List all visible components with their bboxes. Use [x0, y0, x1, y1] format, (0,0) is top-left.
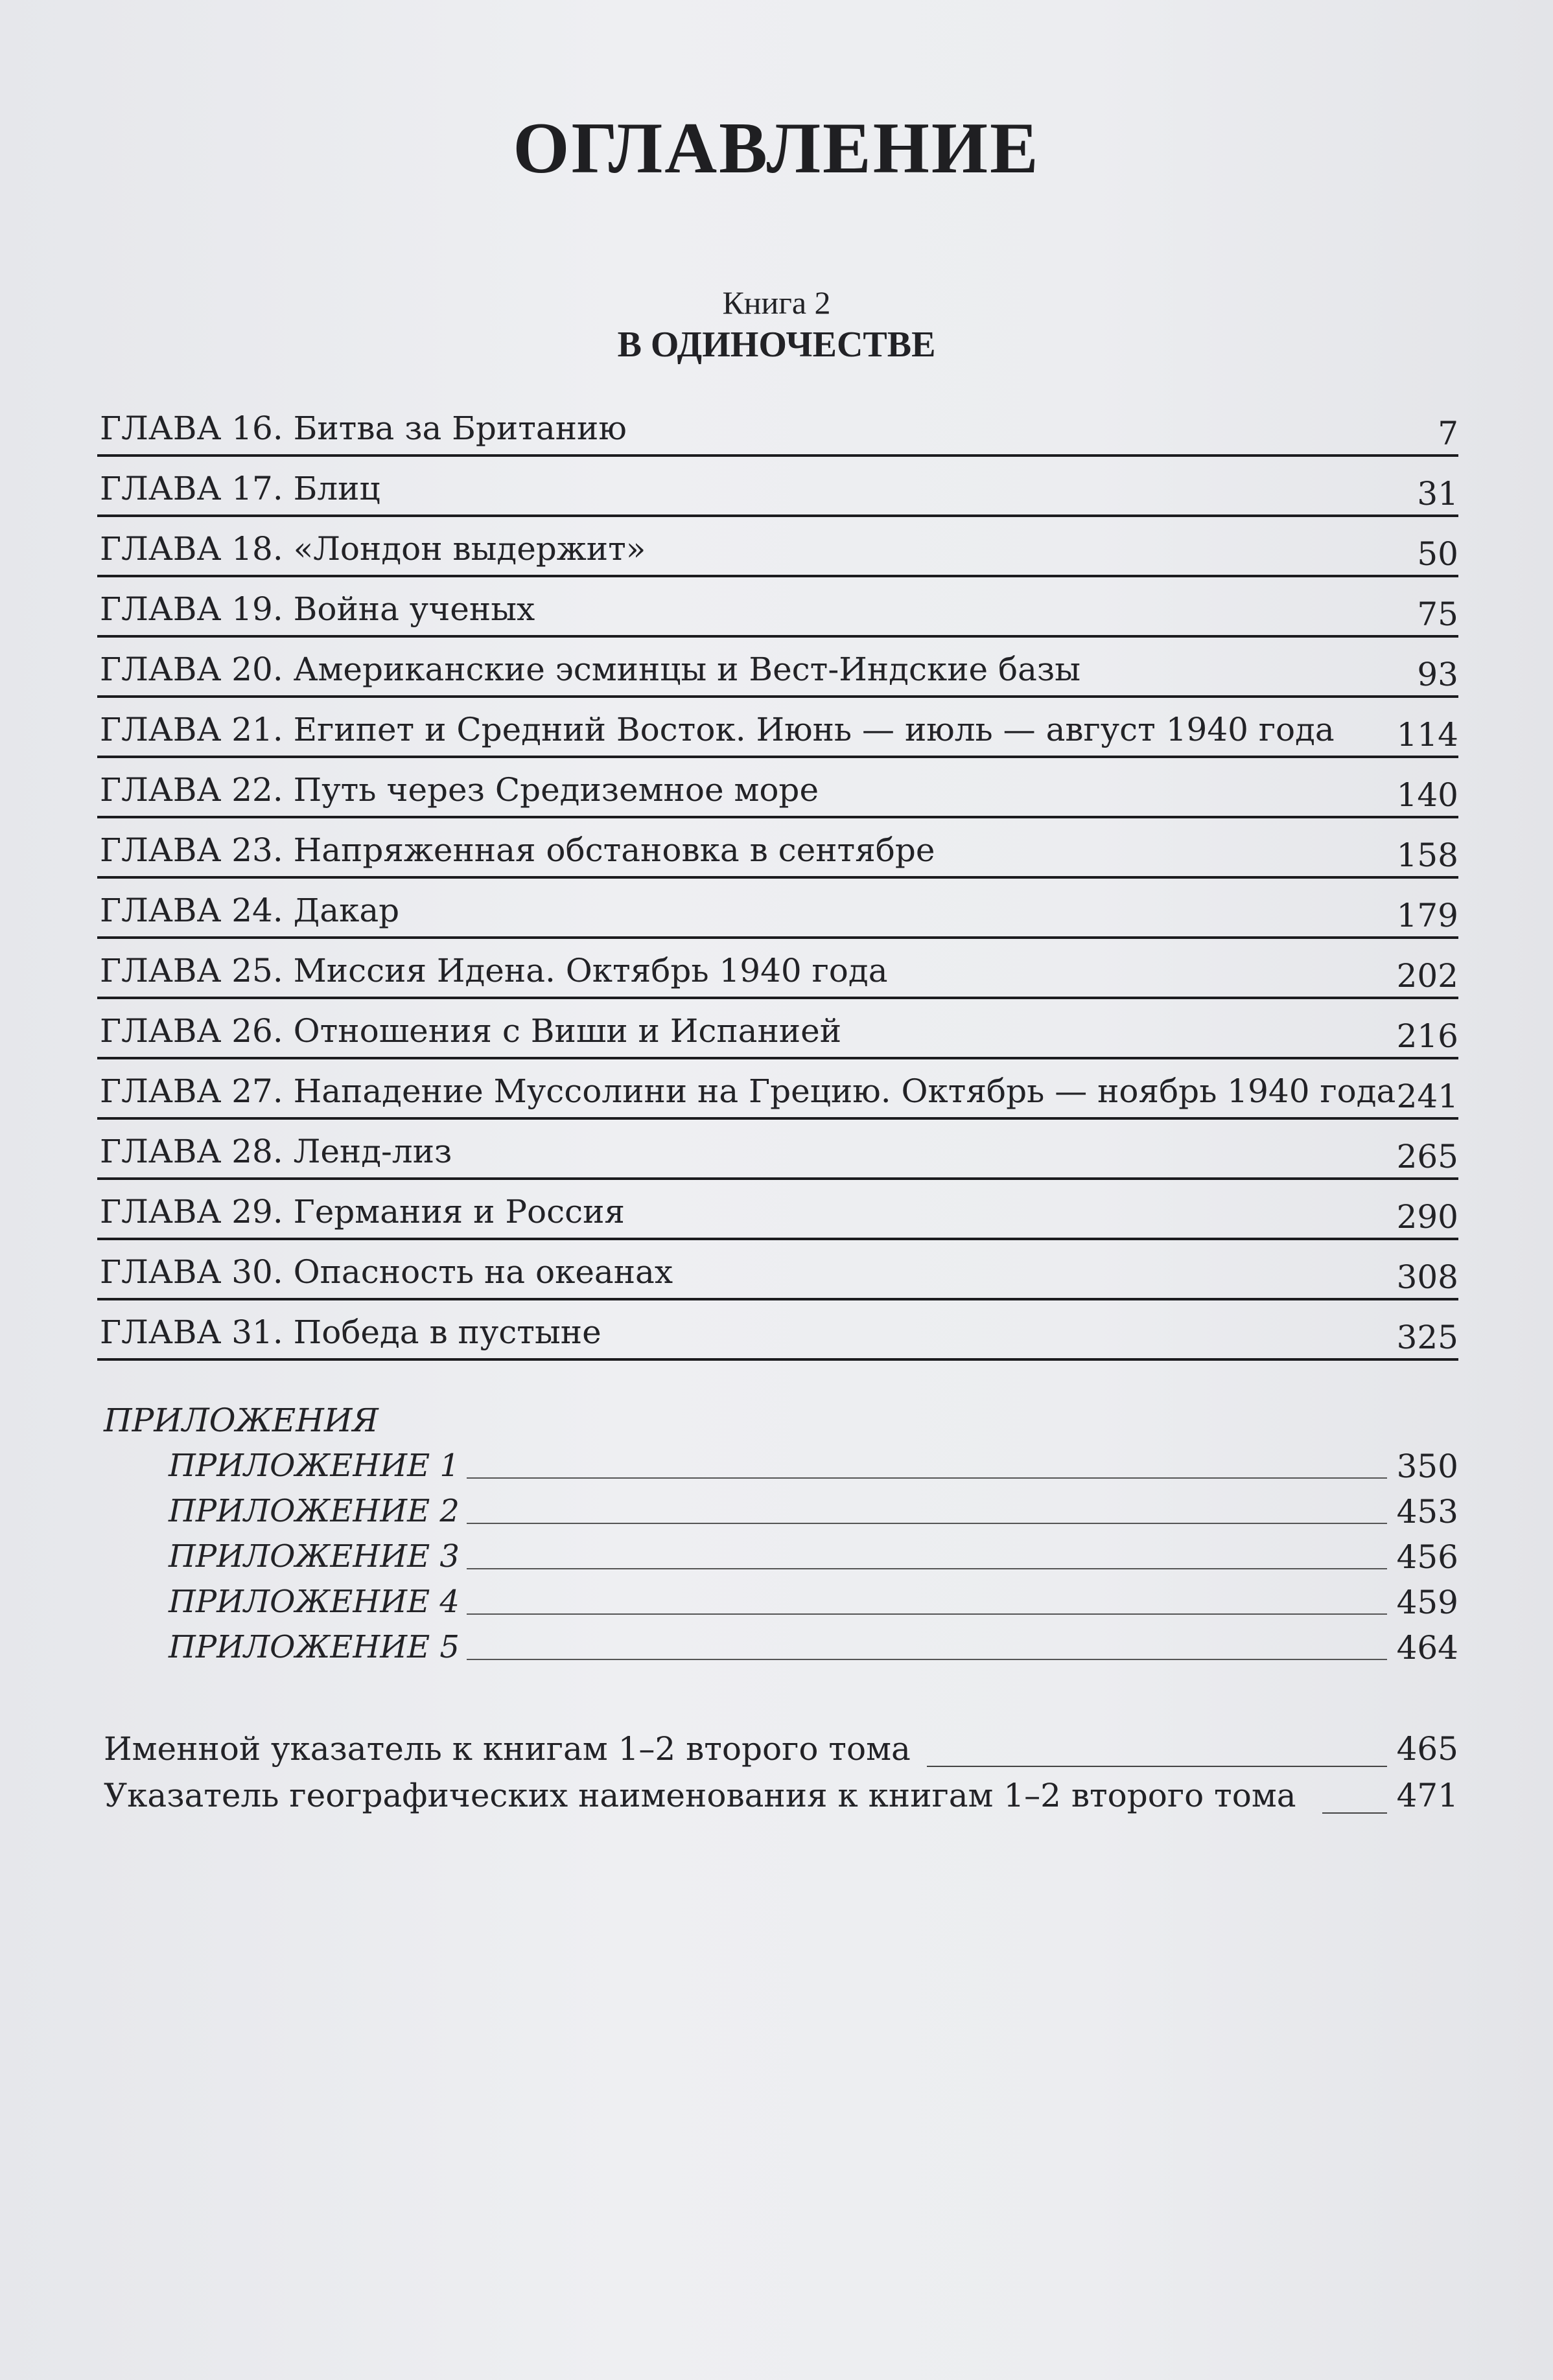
book-label: Книга 2: [722, 284, 831, 321]
leader-line: [1322, 1812, 1387, 1814]
chapter-page: 179: [1396, 897, 1458, 934]
chapter-title: ГЛАВА 30. Опасность на океанах: [100, 1253, 673, 1291]
appendix-title: ПРИЛОЖЕНИЕ 4: [169, 1584, 460, 1620]
appendix-title: ПРИЛОЖЕНИЕ 1: [169, 1448, 460, 1484]
chapter-page: 140: [1396, 776, 1458, 814]
chapter-title: ГЛАВА 22. Путь через Средиземное море: [100, 771, 819, 809]
chapter-page: 325: [1396, 1319, 1458, 1356]
appendix-title: ПРИЛОЖЕНИЕ 3: [169, 1538, 460, 1575]
leader-line: [467, 1523, 1387, 1524]
chapter-row: [97, 457, 1458, 517]
chapter-title: ГЛАВА 27. Нападение Муссолини на Грецию. Октябрь — ноябрь 1940 года: [100, 1072, 1396, 1110]
chapter-title: ГЛАВА 16. Битва за Британию: [100, 410, 627, 447]
leader-line: [467, 1659, 1387, 1660]
index-row: [104, 1730, 1458, 1777]
index-list: [104, 1730, 1458, 1823]
chapter-row: [97, 638, 1458, 698]
chapter-row: [97, 818, 1458, 879]
chapter-page: 308: [1396, 1258, 1458, 1296]
chapter-row: [97, 517, 1458, 577]
chapter-row: [97, 939, 1458, 999]
chapter-row: [97, 1240, 1458, 1300]
index-page: 465: [1396, 1730, 1458, 1768]
chapter-page: 290: [1396, 1198, 1458, 1236]
index-row: [104, 1777, 1458, 1823]
chapter-page: 241: [1396, 1078, 1458, 1115]
leader-line: [467, 1477, 1387, 1479]
chapter-title: ГЛАВА 24. Дакар: [100, 892, 400, 929]
appendix-page: 350: [1396, 1448, 1458, 1485]
chapter-page: 216: [1396, 1017, 1458, 1055]
chapter-title: ГЛАВА 25. Миссия Идена. Октябрь 1940 года: [100, 952, 888, 989]
chapter-title: ГЛАВА 18. «Лондон выдержит»: [100, 530, 646, 568]
chapter-title: ГЛАВА 31. Победа в пустыне: [100, 1313, 601, 1351]
appendix-row: [169, 1536, 1458, 1581]
chapter-row: [97, 999, 1458, 1059]
chapter-row: [97, 698, 1458, 758]
index-title: Именной указатель к книгам 1–2 второго тома: [104, 1730, 911, 1768]
appendix-row: [169, 1445, 1458, 1490]
chapter-page: 202: [1396, 957, 1458, 995]
appendix-page: 464: [1396, 1629, 1458, 1667]
index-title: Указатель географических наименования к книгам 1–2 второго тома: [104, 1777, 1296, 1814]
appendices-heading: ПРИЛОЖЕНИЯ: [104, 1402, 379, 1439]
chapter-page: 114: [1396, 716, 1458, 754]
appendix-page: 456: [1396, 1538, 1458, 1576]
chapter-row: [97, 397, 1458, 457]
appendix-list: [169, 1445, 1458, 1672]
appendix-row: [169, 1626, 1458, 1672]
appendix-title: ПРИЛОЖЕНИЕ 5: [169, 1629, 460, 1665]
chapter-title: ГЛАВА 20. Американские эсминцы и Вест-Индские базы: [100, 651, 1080, 688]
chapter-row: [97, 577, 1458, 638]
chapter-page: 31: [1417, 475, 1458, 513]
chapter-page: 50: [1417, 535, 1458, 573]
leader-line: [927, 1766, 1387, 1767]
chapter-title: ГЛАВА 17. Блиц: [100, 470, 380, 507]
chapter-page: 93: [1417, 656, 1458, 693]
book-title: В ОДИНОЧЕСТВЕ: [617, 325, 936, 365]
chapter-row: [97, 1120, 1458, 1180]
chapter-row: [97, 1059, 1458, 1120]
chapter-row: [97, 758, 1458, 818]
chapter-page: 75: [1417, 595, 1458, 633]
chapter-row: [97, 1300, 1458, 1361]
appendix-row: [169, 1490, 1458, 1536]
page-title: ОГЛАВЛЕНИЕ: [513, 108, 1040, 189]
chapter-row: [97, 1180, 1458, 1240]
chapter-page: 7: [1438, 415, 1458, 452]
appendix-page: 453: [1396, 1493, 1458, 1531]
chapter-title: ГЛАВА 19. Война ученых: [100, 590, 535, 628]
leader-line: [467, 1613, 1387, 1615]
chapter-title: ГЛАВА 26. Отношения с Виши и Испанией: [100, 1012, 842, 1050]
chapter-page: 158: [1396, 837, 1458, 874]
chapter-title: ГЛАВА 23. Напряженная обстановка в сентябре: [100, 831, 935, 869]
appendix-title: ПРИЛОЖЕНИЕ 2: [169, 1493, 460, 1529]
chapter-row: [97, 879, 1458, 939]
chapter-title: ГЛАВА 21. Египет и Средний Восток. Июнь — июль — август 1940 года: [100, 711, 1335, 748]
chapter-list: [97, 397, 1458, 1361]
appendix-page: 459: [1396, 1584, 1458, 1621]
leader-line: [467, 1568, 1387, 1569]
appendix-row: [169, 1581, 1458, 1626]
index-page: 471: [1396, 1777, 1458, 1814]
chapter-title: ГЛАВА 29. Германия и Россия: [100, 1193, 625, 1230]
chapter-page: 265: [1396, 1138, 1458, 1175]
chapter-title: ГЛАВА 28. Ленд-лиз: [100, 1133, 452, 1170]
